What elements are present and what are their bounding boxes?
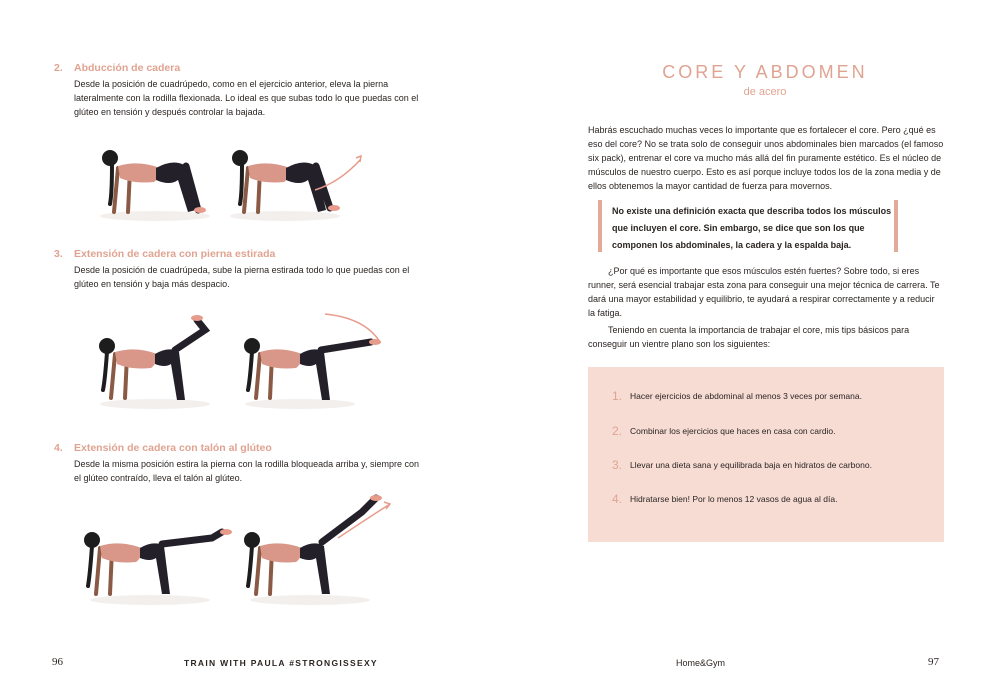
illustration-hip-abduction xyxy=(90,130,390,225)
right-page xyxy=(500,0,1000,700)
tip-text: Hacer ejercicios de abdominal al menos 3 veces por semana. xyxy=(630,391,862,401)
section-title: CORE Y ABDOMEN xyxy=(662,62,868,82)
tip-number: 2. xyxy=(612,424,623,438)
exercise-description: Desde la posición de cuadrúpedo, como en el ejercicio anterior, eleva la pierna lateralmente con la rodilla flexionada. Lo ideal es que subas todo lo que puedas con el glúteo en tensión y después controlar la bajada. xyxy=(74,79,419,117)
section-subtitle: de acero xyxy=(743,86,787,98)
tip-item xyxy=(612,424,932,444)
exercise-title: Abducción de cadera xyxy=(74,62,181,74)
tip-item xyxy=(612,492,932,512)
exercise-description: Desde la posición de cuadrúpeda, sube la pierna estirada todo lo que puedas con el glúteo en tensión y baja más despacio. xyxy=(74,265,410,289)
tip-number: 1. xyxy=(612,389,623,403)
exercise-title: Extensión de cadera con pierna estirada xyxy=(74,248,276,260)
exercise-number: 2. xyxy=(54,62,63,74)
pull-quote xyxy=(598,200,898,252)
exercise-number: 4. xyxy=(54,442,63,454)
exercise-number: 3. xyxy=(54,248,63,260)
tips-box xyxy=(588,367,944,542)
page-number: 96 xyxy=(52,656,63,668)
tip-number: 3. xyxy=(612,458,623,472)
tip-text: Llevar una dieta sana y equilibrada baja en hidratos de carbono. xyxy=(630,460,872,470)
pull-quote-text: No existe una definición exacta que describa todos los músculos que incluyen el core. Sin embargo, se dice que son los que componen los abdominales, la cadera y la espalda baja. xyxy=(612,206,892,250)
body-paragraph: Teniendo en cuenta la importancia de trabajar el core, mis tips básicos para conseguir un vientre plano son los siguientes: xyxy=(588,325,910,349)
tip-number: 4. xyxy=(612,492,623,506)
tip-item xyxy=(612,389,932,409)
body-paragraph: ¿Por qué es importante que esos músculos estén fuertes? Sobre todo, si eres runner, será esencial trabajar esta zona para conseguir una mejor técnica de carrera. Te dará una mayor estabilidad y equilibrio, te ayudará a respirar correctamente y a reducir la fatiga. xyxy=(588,266,940,318)
tip-text: Combinar los ejercicios que haces en casa con cardio. xyxy=(630,426,836,436)
tip-item xyxy=(612,458,932,478)
footer-title: TRAIN WITH PAULA #STRONGISSEXY xyxy=(184,658,378,668)
illustration-hip-extension-heel xyxy=(70,492,400,610)
footer-brand: Home&Gym xyxy=(676,658,726,668)
tip-text: Hidratarse bien! Por lo menos 12 vasos de agua al día. xyxy=(630,494,838,504)
exercise-title: Extensión de cadera con talón al glúteo xyxy=(74,442,272,454)
exercise-description: Desde la misma posición estira la pierna con la rodilla bloqueada arriba y, siempre con el glúteo contraído, lleva el talón al glúteo. xyxy=(74,459,420,483)
page-number: 97 xyxy=(928,656,939,668)
intro-paragraph: Habrás escuchado muchas veces lo importante que es fortalecer el core. Pero ¿qué es eso del core? No se trata solo de conseguir unos abdominales bien marcados (el famoso six pack), entrenar el core va mucho más allá del fin puramente estético. Es el núcleo de músculos de nuestro cuerpo. Esto es así porque incluye todos los de la zona media y de ellos obtenemos la mayor cantidad de fuerza para movernos. xyxy=(588,125,944,191)
illustration-hip-extension-straight xyxy=(85,308,395,413)
